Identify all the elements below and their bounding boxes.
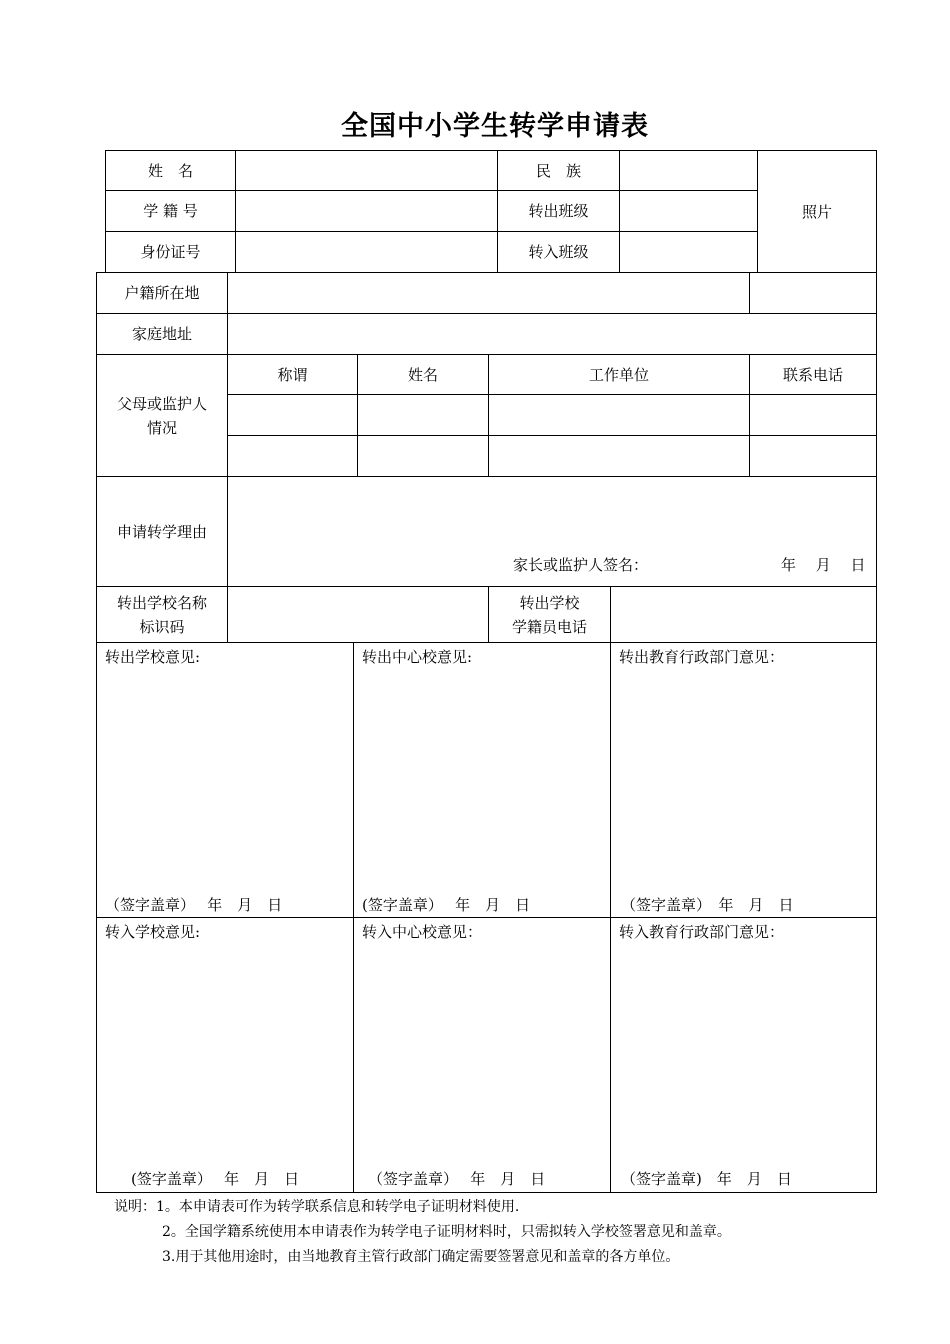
id-card-field[interactable] bbox=[235, 231, 498, 273]
name-field[interactable] bbox=[235, 150, 498, 191]
out-edu-opinion-label: 转出教育行政部门意见： bbox=[619, 648, 785, 666]
in-center-opinion-label: 转入中心校意见： bbox=[362, 923, 483, 941]
out-school-opinion-label: 转出学校意见: bbox=[105, 648, 201, 666]
in-edu-opinion-box[interactable] bbox=[610, 917, 877, 1193]
in-center-opinion-box[interactable] bbox=[353, 917, 611, 1193]
out-center-opinion-box[interactable] bbox=[353, 642, 611, 918]
in-school-opinion-box[interactable] bbox=[96, 917, 354, 1193]
household-reg-extra-field[interactable] bbox=[749, 272, 877, 314]
photo-box: 照片 bbox=[757, 150, 877, 273]
in-edu-signature: （签字盖章) 年 月 日 bbox=[621, 1170, 792, 1188]
home-address-field[interactable] bbox=[227, 313, 877, 355]
id-card-label: 身份证号 bbox=[105, 231, 236, 273]
out-class-field[interactable] bbox=[619, 190, 758, 232]
in-school-signature: (签字盖章） 年 月 日 bbox=[131, 1170, 300, 1188]
household-reg-label: 户籍所在地 bbox=[96, 272, 228, 314]
form-title: 全国中小学生转学申请表 bbox=[341, 111, 649, 142]
guardian-1-phone-field[interactable] bbox=[749, 394, 877, 436]
home-address-label: 家庭地址 bbox=[96, 313, 228, 355]
out-school-opinion-box[interactable] bbox=[96, 642, 354, 918]
out-edu-signature: （签字盖章） 年 月 日 bbox=[621, 896, 794, 914]
out-center-signature: (签字盖章） 年 月 日 bbox=[362, 896, 531, 914]
guardian-header-relation: 称谓 bbox=[227, 354, 358, 395]
guardian-1-employer-field[interactable] bbox=[488, 394, 750, 436]
student-id-label: 学 籍 号 bbox=[105, 190, 236, 232]
guardian-2-relation-field[interactable] bbox=[227, 435, 358, 477]
guardian-signature-label: 家长或监护人签名： bbox=[513, 556, 649, 574]
out-center-opinion-label: 转出中心校意见: bbox=[362, 648, 473, 666]
in-class-label: 转入班级 bbox=[497, 231, 620, 273]
in-class-field[interactable] bbox=[619, 231, 758, 273]
in-edu-opinion-label: 转入教育行政部门意见： bbox=[619, 923, 785, 941]
in-center-signature: （签字盖章） 年 月 日 bbox=[368, 1170, 546, 1188]
note-line-1: 说明：1。本申请表可作为转学联系信息和转学电子证明材料使用. bbox=[114, 1199, 520, 1215]
guardian-info-label: 父母或监护人 情况 bbox=[96, 354, 228, 477]
out-school-clerk-phone-label: 转出学校 学籍员电话 bbox=[488, 586, 611, 643]
guardian-header-employer: 工作单位 bbox=[488, 354, 750, 395]
out-school-signature: （签字盖章） 年 月 日 bbox=[105, 896, 283, 914]
ethnicity-label: 民 族 bbox=[497, 150, 620, 191]
guardian-signature-date: 年 月 日 bbox=[781, 556, 866, 574]
note-line-3: 3.用于其他用途时，由当地教育主管行政部门确定需要签署意见和盖章的各方单位。 bbox=[162, 1249, 680, 1265]
guardian-1-relation-field[interactable] bbox=[227, 394, 358, 436]
student-id-field[interactable] bbox=[235, 190, 498, 232]
name-label: 姓 名 bbox=[105, 150, 236, 191]
household-reg-field[interactable] bbox=[227, 272, 750, 314]
reason-label: 申请转学理由 bbox=[96, 476, 228, 587]
ethnicity-field[interactable] bbox=[619, 150, 758, 191]
guardian-2-employer-field[interactable] bbox=[488, 435, 750, 477]
out-school-name-field[interactable] bbox=[227, 586, 489, 643]
guardian-2-phone-field[interactable] bbox=[749, 435, 877, 477]
note-line-2: 2。全国学籍系统使用本申请表作为转学电子证明材料时，只需拟转入学校签署意见和盖章。 bbox=[162, 1224, 731, 1240]
guardian-2-name-field[interactable] bbox=[357, 435, 489, 477]
out-school-name-label: 转出学校名称 标识码 bbox=[96, 586, 228, 643]
guardian-header-phone: 联系电话 bbox=[749, 354, 877, 395]
guardian-1-name-field[interactable] bbox=[357, 394, 489, 436]
guardian-header-name: 姓名 bbox=[357, 354, 489, 395]
out-class-label: 转出班级 bbox=[497, 190, 620, 232]
in-school-opinion-label: 转入学校意见: bbox=[105, 923, 201, 941]
out-edu-opinion-box[interactable] bbox=[610, 642, 877, 918]
out-school-clerk-phone-field[interactable] bbox=[610, 586, 877, 643]
